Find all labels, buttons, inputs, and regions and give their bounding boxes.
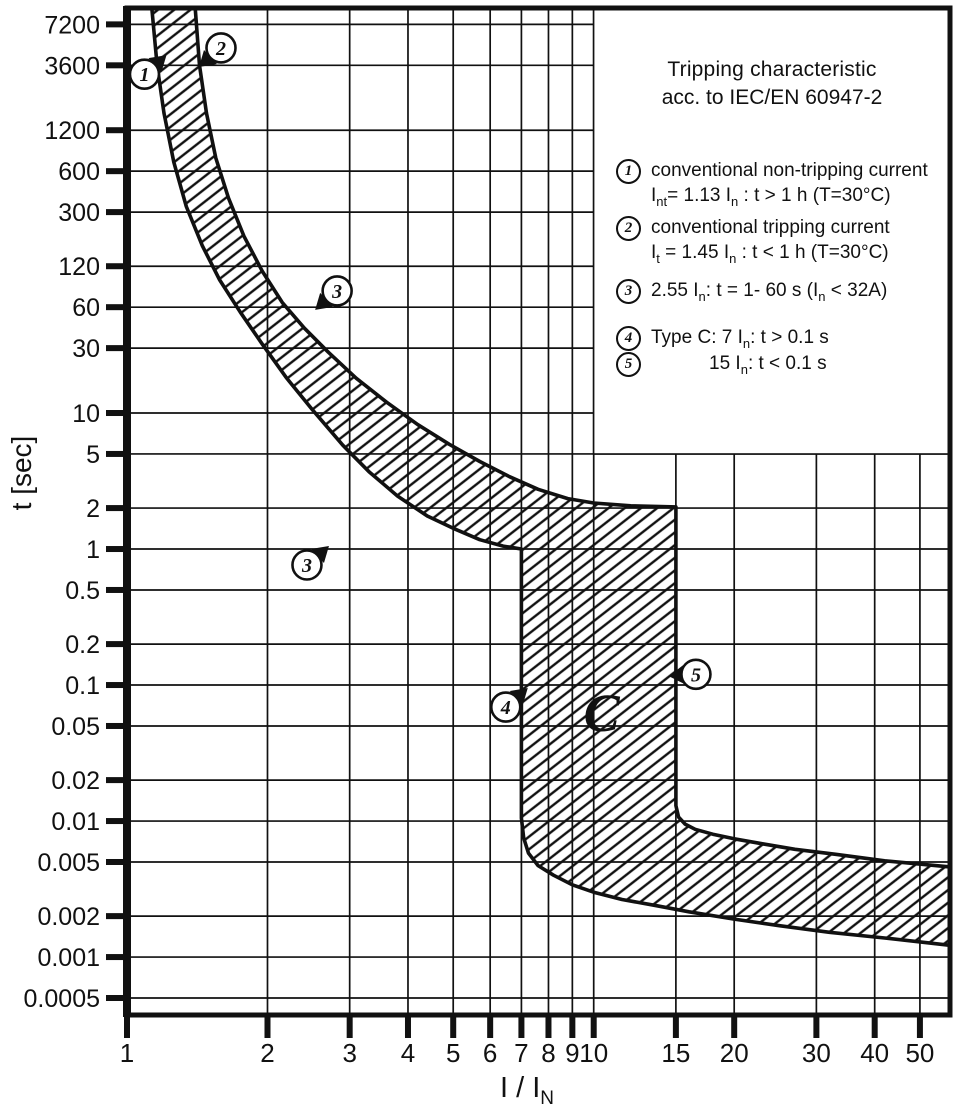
y-tick-label: 5 <box>86 440 100 469</box>
y-tick-label: 0.02 <box>51 767 100 796</box>
legend <box>594 8 950 454</box>
y-tick-label: 3600 <box>44 52 100 81</box>
y-tick <box>106 62 127 68</box>
y-tick-label: 300 <box>58 199 100 228</box>
y-tick-label: 1 <box>86 536 100 565</box>
y-tick-label: 0.005 <box>37 848 100 877</box>
x-tick <box>450 1015 456 1038</box>
x-tick-label: 1 <box>119 1038 135 1068</box>
y-tick-label: 0.001 <box>37 944 100 973</box>
y-tick <box>106 546 127 552</box>
x-tick <box>731 1015 737 1038</box>
y-tick <box>106 21 127 27</box>
y-tick-label: 600 <box>58 158 100 187</box>
y-tick <box>106 723 127 729</box>
legend-item-text: conventional non-tripping current $I_{nt}= 1.13$ $I_n$ : t > 1 h (T=30°C) <box>651 160 928 209</box>
y-tick <box>106 682 127 688</box>
marker-number: 2 <box>215 37 226 60</box>
x-tick <box>673 1015 679 1038</box>
x-tick <box>569 1015 575 1038</box>
x-tick-label: 9 <box>565 1038 580 1068</box>
legend-item-number: 1 <box>616 159 641 184</box>
legend-item-number: 3 <box>616 279 641 304</box>
x-tick-label: 2 <box>260 1038 275 1068</box>
y-tick-label: 7200 <box>44 11 100 40</box>
y-tick-label: 0.002 <box>37 903 100 932</box>
legend-item-text: 2.55 $I_n$: t = 1- 60 s $(I_n < 32A)$ <box>651 280 888 304</box>
legend-item-number: 2 <box>616 216 641 241</box>
x-axis-title <box>452 1072 602 1110</box>
x-tick-label: 7 <box>514 1038 529 1068</box>
y-tick-label: 1200 <box>44 117 100 146</box>
y-tick <box>106 995 127 1001</box>
x-tick-label: 4 <box>400 1038 416 1068</box>
y-tick <box>106 209 127 215</box>
zone-letter-c: C <box>583 682 620 743</box>
y-tick <box>106 127 127 133</box>
x-axis-title-subscript: N <box>540 1087 555 1109</box>
x-tick-label: 3 <box>342 1038 357 1068</box>
y-tick <box>106 954 127 960</box>
marker-number: 1 <box>139 64 150 87</box>
x-tick-label: 40 <box>860 1038 890 1068</box>
marker-number: 3 <box>332 280 343 303</box>
legend-title: Tripping characteristic <box>667 58 877 81</box>
y-tick <box>106 587 127 593</box>
x-tick <box>591 1015 597 1038</box>
marker-number: 5 <box>690 664 701 687</box>
y-tick-label: 30 <box>72 335 100 364</box>
legend-item-text: 15 $I_n$: t < 0.1 s <box>709 353 827 377</box>
marker-number: 4 <box>500 697 511 720</box>
y-tick <box>106 451 127 457</box>
y-tick-label: 0.5 <box>65 576 100 605</box>
marker-number: 3 <box>301 555 312 578</box>
y-tick <box>106 304 127 310</box>
y-tick-label: 120 <box>58 253 100 282</box>
y-tick <box>106 410 127 416</box>
x-tick <box>872 1015 878 1038</box>
y-tick <box>106 818 127 824</box>
x-tick <box>518 1015 524 1038</box>
x-tick <box>124 1015 130 1038</box>
y-tick <box>106 913 127 919</box>
y-tick <box>106 345 127 351</box>
y-tick <box>106 859 127 865</box>
x-tick <box>264 1015 270 1038</box>
y-tick-label: 0.0005 <box>23 985 100 1014</box>
y-tick-label: 0.01 <box>51 808 100 837</box>
x-tick-label: 50 <box>905 1038 935 1068</box>
y-tick-label: 10 <box>72 400 100 429</box>
y-tick <box>106 641 127 647</box>
legend-item-number: 4 <box>616 326 641 351</box>
x-tick <box>405 1015 411 1038</box>
y-tick <box>106 263 127 269</box>
x-tick-label: 10 <box>579 1038 609 1068</box>
x-tick-label: 30 <box>801 1038 831 1068</box>
x-tick-label: 20 <box>719 1038 749 1068</box>
y-tick-label: 0.2 <box>65 631 100 660</box>
legend-subtitle: acc. to IEC/EN 60947-2 <box>661 86 883 109</box>
legend-item-text: Type C: 7 $I_n$: t > 0.1 s <box>651 327 829 351</box>
y-tick-label: 60 <box>72 294 100 323</box>
y-tick-label: 0.1 <box>65 672 100 701</box>
y-tick-label: 2 <box>86 495 100 524</box>
x-tick <box>487 1015 493 1038</box>
y-tick <box>106 777 127 783</box>
x-tick <box>545 1015 551 1038</box>
x-tick-label: 8 <box>541 1038 556 1068</box>
x-axis-title-main: I / I <box>499 1072 541 1104</box>
y-tick-label: 0.05 <box>51 712 100 741</box>
x-tick <box>917 1015 923 1038</box>
x-tick-label: 6 <box>482 1038 498 1068</box>
x-tick-label: 5 <box>445 1038 461 1068</box>
x-tick <box>813 1015 819 1038</box>
x-tick-label: 15 <box>661 1038 691 1068</box>
y-axis-title: t [sec] <box>6 435 37 511</box>
y-tick <box>106 168 127 174</box>
legend-item-number: 5 <box>616 352 641 377</box>
x-tick <box>347 1015 353 1038</box>
legend-item-text: conventional tripping current $I_t = 1.45$ $I_n$ : t < 1 h (T=30°C) <box>651 217 890 266</box>
y-tick <box>106 505 127 511</box>
